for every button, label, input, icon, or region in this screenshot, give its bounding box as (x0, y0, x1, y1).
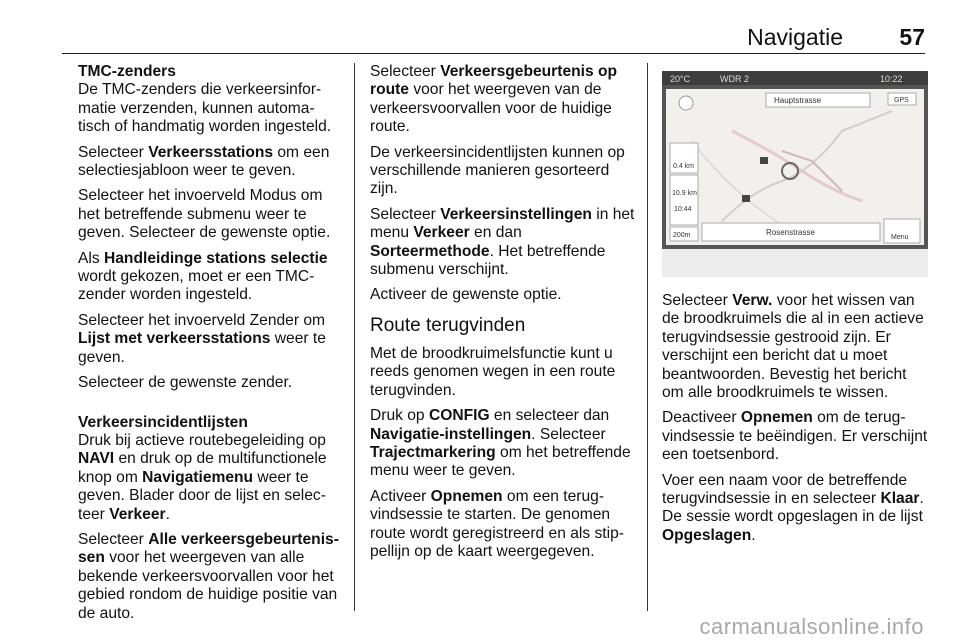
paragraph: Activeer Opnemen om een terug- vindsessie te starten. De genomen route wordt geregistreerd en als stip- pellijn op de kaart weergegeven. (370, 487, 624, 560)
paragraph: Druk op CONFIG en selecteer dan Navigatie-instellingen. Selecteer Trajectmarkering om het betreffende menu weer te geven. (370, 407, 631, 480)
paragraph: Als Handleidinge stations selectie wordt gekozen, moet er een TMC- zender worden ingesteld. (78, 249, 328, 304)
screen-street-bottom: Rosenstrasse (766, 228, 815, 237)
paragraph: De TMC-zenders die verkeersinfor- matie verzenden, kunnen automa- tisch of handmatig worden ingesteld. (78, 81, 332, 136)
column-2 (370, 63, 640, 568)
section-heading-tmc: TMC-zenders (78, 63, 176, 80)
watermark: carmanualsonline.info (699, 614, 924, 639)
screen-temp: 20°C (670, 74, 691, 84)
paragraph: Selecteer Verkeersgebeurtenis op route voor het weergeven van de verkeersvoorvallen voor de huidige route. (370, 63, 618, 136)
column-divider (354, 63, 355, 611)
section-heading-route: Route terugvinden (370, 314, 526, 336)
screen-street-top: Hauptstrasse (774, 96, 822, 105)
navigation-screenshot (662, 71, 928, 277)
compass-icon (679, 96, 693, 110)
traffic-incident-icon (742, 195, 750, 202)
paragraph: Selecteer het invoerveld Zender om Lijst met verkeersstations weer te geven. (78, 311, 326, 366)
paragraph: Selecteer Verw. voor het wissen van de broodkruimels die al in een actieve terugvindsessie gestrooid zijn. Er verschijnt een bericht dat u moet beantwoorden. Bevestig het bericht om alle broodkruimels te wissen. (662, 292, 924, 402)
paragraph: Selecteer Verkeersinstellingen in het menu Verkeer en dan Sorteermethode. Het betreffende submenu verschijnt. (370, 205, 635, 279)
paragraph: Selecteer Verkeersstations om een selectiesjabloon weer te geven. (78, 143, 330, 180)
column-3 (662, 292, 930, 552)
screen-dist1: 0.4 km (673, 163, 695, 170)
paragraph: Met de broodkruimelsfunctie kunt u reeds genomen wegen in een route terugvinden. (370, 344, 616, 399)
screen-dist2: 10.9 km (672, 190, 697, 197)
paragraph: De verkeersincidentlijsten kunnen op verschillende manieren gesorteerd zijn. (370, 143, 625, 198)
screen-menu: Menu (891, 234, 909, 241)
page-header (62, 0, 925, 54)
paragraph: Activeer de gewenste optie. (370, 286, 562, 304)
screen-gps: GPS (894, 97, 909, 104)
paragraph: Selecteer de gewenste zender. (78, 374, 293, 392)
paragraph: Selecteer het invoerveld Modus om het betreffende submenu weer te geven. Selecteer de gewenste optie. (78, 187, 331, 242)
screen-clock2: 10:44 (674, 206, 692, 213)
paragraph: Druk bij actieve routebegeleiding op NAVI en druk op de multifunctionele knop om Navigatiemenu weer te geven. Blader door de lijst en selec- teer Verkeer. (78, 431, 327, 523)
section-heading-incidents: Verkeersincidentlijsten (78, 413, 248, 431)
column-1 (78, 63, 346, 630)
paragraph: Selecteer Alle verkeersgebeurtenis- sen voor het weergeven van alle bekende verkeersvoorvallen voor het gebied rondom de huidige positie van de auto. (78, 530, 339, 622)
traffic-incident-icon (760, 157, 768, 164)
screen-time: 10:22 (880, 74, 903, 84)
screen-scale: 200m (673, 232, 691, 239)
page-title: Navigatie (747, 24, 843, 50)
page-number: 57 (899, 24, 925, 50)
paragraph: Voer een naam voor de betreffende terugvindsessie in en selecteer Klaar. De sessie wordt opgeslagen in de lijst Opgeslagen. (662, 471, 924, 544)
paragraph: Deactiveer Opnemen om de terug- vindsessie te beëindigen. Er verschijnt een toetsenbord. (662, 409, 928, 464)
screen-station: WDR 2 (720, 74, 749, 84)
column-divider (647, 63, 648, 611)
